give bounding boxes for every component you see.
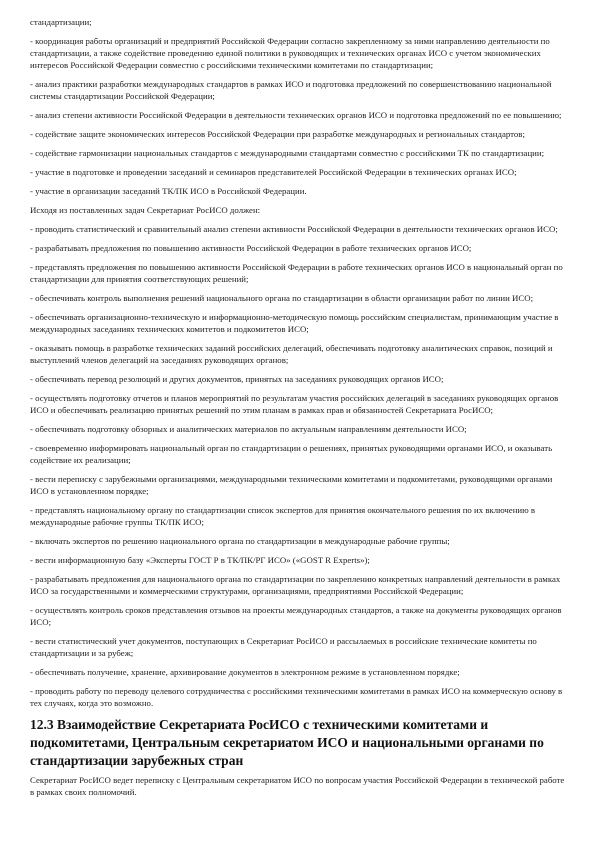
- list-item: - обеспечивать контроль выполнения решений национального органа по стандартизации в области организации работ по линии ИСО;: [30, 293, 534, 303]
- list-item: - координация работы организаций и предприятий Российской Федерации согласно закрепленному за ними направлению деятельности по стандартизации, а также содействие проведению единой политики в руководящих и технических органах ИСО с учетом экономических интересов Российской Федерации совместно с российскими техническими комитетами по стандартизации;: [30, 36, 550, 70]
- list-item: - вести переписку с зарубежными организациями, международными техническими комитетами и подкомитетами, руководящими органами ИСО в установленном порядке;: [30, 474, 553, 496]
- list-item: - разрабатывать предложения по повышению активности Российской Федерации в работе технических органов ИСО;: [30, 243, 472, 253]
- list-item: - обеспечивать организационно-техническую и информационно-методическую помощь российским специалистам, принимающим участие в международных заседаниях технических комитетов и подкомитетов ИСО;: [30, 312, 559, 334]
- list-item: - оказывать помощь в разработке технических заданий российских делегаций, обеспечивать подготовку аналитических справок, позиций и выступлений членов делегаций на заседаниях руководящих органов;: [30, 343, 553, 365]
- list-item: - разрабатывать предложения для национального органа по стандартизации по закреплению конкретных направлений деятельности в рамках ИСО за государственными и коммерческими структурами, организациями, предприятиями Российской Федерации;: [30, 574, 561, 596]
- list-item: - обеспечивать подготовку обзорных и аналитических материалов по актуальным направлениям деятельности ИСО;: [30, 424, 467, 434]
- list-item: - проводить работу по переводу целевого сотрудничества с российскими техническими комитетами в рамках ИСО на коммерческую основу в тех случаях, когда это возможно.: [30, 686, 563, 708]
- section-heading: 12.3 Взаимодействие Секретариата РосИСО с техническими комитетами и подкомитетами, Центральным секретариатом ИСО и национальными органами по стандартизации зарубежных стран: [30, 717, 544, 768]
- list-item: - включать экспертов по решению национального органа по стандартизации в международные рабочие группы;: [30, 536, 450, 546]
- list-item: - анализ практики разработки международных стандартов в рамках ИСО и подготовка предложений по совершенствованию национальной системы стандартизации Российской Федерации;: [30, 79, 552, 101]
- list-item: - вести информационную базу «Эксперты ГОСТ Р в ТК/ПК/РГ ИСО» («GOST R Experts»);: [30, 555, 370, 565]
- list-item: - вести статистический учет документов, поступающих в Секретариат РосИСО и рассылаемых в российские технические комитеты по стандартизации и за рубеж;: [30, 636, 537, 658]
- continued-text: стандартизации;: [30, 17, 92, 27]
- list-item: - обеспечивать перевод резолюций и других документов, принятых на заседаниях руководящих органов ИСО;: [30, 374, 444, 384]
- list-item: - проводить статистический и сравнительный анализ степени активности Российской Федерации в деятельности технических органов ИСО;: [30, 224, 558, 234]
- list-item: - представлять предложения по повышению активности Российской Федерации в работе технических органов ИСО в национальный орган по стандартизации для принятия соответствующих решений;: [30, 262, 563, 284]
- list-item: - представлять национальному органу по стандартизации список экспертов для принятия окончательного решения по их включению в международные рабочие группы ТК/ПК ИСО;: [30, 505, 536, 527]
- list-item: - осуществлять контроль сроков представления отзывов на проекты международных стандартов, а также на документы руководящих органов ИСО;: [30, 605, 562, 627]
- list-item: - осуществлять подготовку отчетов и планов мероприятий по результатам участия российских делегаций в заседаниях руководящих органов ИСО и обеспечивать реализацию принятых решений по этим планам в рамках прав и обязанностей Секретариата РосИСО;: [30, 393, 559, 415]
- list-item: - анализ степени активности Российской Федерации в деятельности технических органов ИСО и подготовка предложений по ее повышению;: [30, 110, 562, 120]
- paragraph: Исходя из поставленных задач Секретариат РосИСО должен:: [30, 205, 261, 215]
- list-item: - содействие гармонизации национальных стандартов с международными стандартами совместно с российскими ТК по стандартизации;: [30, 148, 545, 158]
- paragraph: Секретариат РосИСО ведет переписку с Центральным секретариатом ИСО по вопросам участия Российской Федерации в технической работе в рамках своих полномочий.: [30, 775, 565, 797]
- list-item: - участие в подготовке и проведении заседаний и семинаров представителей Российской Федерации в технических органах ИСО;: [30, 167, 517, 177]
- list-item: - обеспечивать получение, хранение, архивирование документов в электронном режиме в установленном порядке;: [30, 667, 460, 677]
- list-item: - своевременно информировать национальный орган по стандартизации о решениях, принятых руководящими органами ИСО, и оказывать содействие их реализации;: [30, 443, 553, 465]
- list-item: - участие в организации заседаний ТК/ПК ИСО в Российской Федерации.: [30, 186, 307, 196]
- list-item: - содействие защите экономических интересов Российской Федерации при разработке международных и региональных стандартов;: [30, 129, 525, 139]
